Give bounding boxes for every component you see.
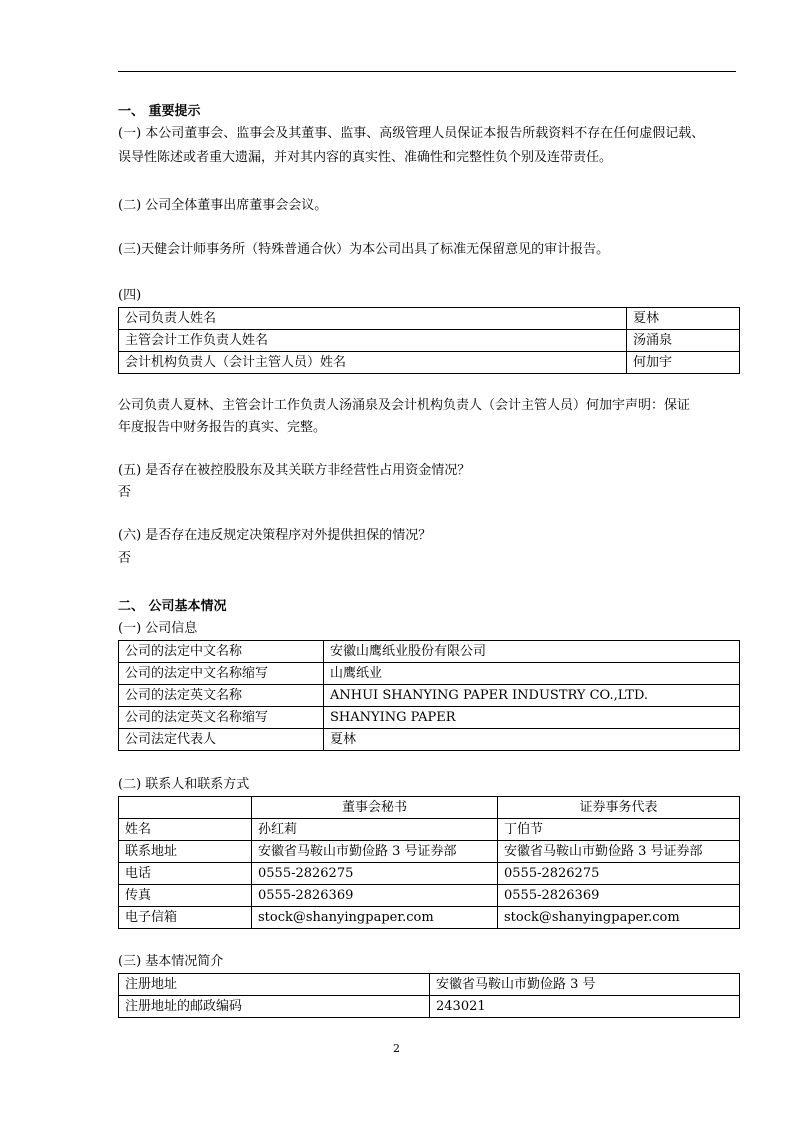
para-4-label: (四) bbox=[118, 288, 142, 303]
table-row bbox=[119, 819, 740, 841]
table-cell-secretary: 0555-2826275 bbox=[252, 863, 498, 885]
question-5: (五) 是否存在被控股股东及其关联方非经营性占用资金情况？ bbox=[118, 463, 471, 478]
table-cell-rep: 0555-2826369 bbox=[498, 885, 740, 907]
para-2: (二) 公司全体董事出席董事会会议。 bbox=[118, 198, 328, 213]
table-row bbox=[119, 308, 740, 330]
statement-line-1: 公司负责人夏林、主管会计工作负责人汤涌泉及会计机构负责人（会计主管人员）何加宇声明：保证 bbox=[118, 398, 691, 413]
table-cell-rep: 安徽省马鞍山市勤俭路 3 号证券部 bbox=[498, 841, 740, 863]
company-info-label: (一) 公司信息 bbox=[118, 621, 198, 636]
para-3: (三)天健会计师事务所（特殊普通合伙）为本公司出具了标准无保留意见的审计报告。 bbox=[118, 242, 610, 257]
table-cell-secretary: stock@shanyingpaper.com bbox=[252, 907, 498, 929]
table-cell-label: 公司的法定中文名称缩写 bbox=[119, 663, 324, 685]
table-row bbox=[119, 663, 740, 685]
table-cell-rep: stock@shanyingpaper.com bbox=[498, 907, 740, 929]
table-cell-label: 姓名 bbox=[119, 819, 252, 841]
table-header-empty bbox=[119, 797, 252, 819]
para-1-line-2: 误导性陈述或者重大遗漏，并对其内容的真实性、准确性和完整性负个别及连带责任。 bbox=[118, 150, 613, 165]
table-row bbox=[119, 863, 740, 885]
section1-heading: 一、 重要提示 bbox=[118, 104, 201, 119]
table-cell-value: 山鹰纸业 bbox=[324, 663, 740, 685]
table-cell-value: ANHUI SHANYING PAPER INDUSTRY CO.,LTD. bbox=[324, 685, 740, 707]
responsible-table bbox=[118, 307, 740, 374]
table-cell-label: 公司法定代表人 bbox=[119, 729, 324, 751]
table-cell-value: 汤涌泉 bbox=[627, 330, 740, 352]
table-cell-label: 会计机构负责人（会计主管人员）姓名 bbox=[119, 352, 627, 374]
table-row bbox=[119, 974, 740, 996]
table-header-row bbox=[119, 797, 740, 819]
table-cell-rep: 丁伯节 bbox=[498, 819, 740, 841]
table-row bbox=[119, 885, 740, 907]
header-rule bbox=[118, 71, 736, 72]
table-cell-secretary: 0555-2826369 bbox=[252, 885, 498, 907]
table-cell-value: SHANYING PAPER bbox=[324, 707, 740, 729]
basic-info-label: (三) 基本情况简介 bbox=[118, 954, 224, 969]
page-number: 2 bbox=[393, 1042, 400, 1055]
table-cell-value: 夏林 bbox=[324, 729, 740, 751]
contact-label: (二) 联系人和联系方式 bbox=[118, 777, 250, 792]
table-cell-rep: 0555-2826275 bbox=[498, 863, 740, 885]
table-header-rep: 证券事务代表 bbox=[498, 797, 740, 819]
table-cell-secretary: 安徽省马鞍山市勤俭路 3 号证券部 bbox=[252, 841, 498, 863]
contact-table bbox=[118, 796, 740, 929]
table-cell-label: 公司的法定英文名称 bbox=[119, 685, 324, 707]
table-cell-label: 电子信箱 bbox=[119, 907, 252, 929]
table-cell-label: 公司的法定中文名称 bbox=[119, 641, 324, 663]
question-6: (六) 是否存在违反规定决策程序对外提供担保的情况？ bbox=[118, 528, 432, 543]
table-cell-label: 传真 bbox=[119, 885, 252, 907]
table-row bbox=[119, 685, 740, 707]
table-cell-value: 安徽山鹰纸业股份有限公司 bbox=[324, 641, 740, 663]
para-1-line-1: (一) 本公司董事会、监事会及其董事、监事、高级管理人员保证本报告所载资料不存在任何虚假记载、 bbox=[118, 126, 705, 141]
answer-5: 否 bbox=[118, 485, 132, 500]
table-cell-value: 243021 bbox=[430, 996, 740, 1018]
table-cell-label: 主管会计工作负责人姓名 bbox=[119, 330, 627, 352]
table-row bbox=[119, 996, 740, 1018]
answer-6: 否 bbox=[118, 551, 132, 566]
table-row bbox=[119, 352, 740, 374]
table-cell-label: 注册地址的邮政编码 bbox=[119, 996, 430, 1018]
company-info-table bbox=[118, 640, 740, 751]
section2-heading: 二、 公司基本情况 bbox=[118, 599, 227, 614]
table-cell-secretary: 孙红莉 bbox=[252, 819, 498, 841]
table-row bbox=[119, 641, 740, 663]
table-header-secretary: 董事会秘书 bbox=[252, 797, 498, 819]
table-row bbox=[119, 907, 740, 929]
table-cell-label: 公司负责人姓名 bbox=[119, 308, 627, 330]
table-cell-value: 何加宇 bbox=[627, 352, 740, 374]
table-row bbox=[119, 330, 740, 352]
table-cell-value: 安徽省马鞍山市勤俭路 3 号 bbox=[430, 974, 740, 996]
table-row bbox=[119, 729, 740, 751]
table-cell-label: 公司的法定英文名称缩写 bbox=[119, 707, 324, 729]
basic-info-table bbox=[118, 973, 740, 1018]
table-cell-label: 联系地址 bbox=[119, 841, 252, 863]
statement-line-2: 年度报告中财务报告的真实、完整。 bbox=[118, 420, 327, 435]
table-cell-label: 电话 bbox=[119, 863, 252, 885]
table-row bbox=[119, 707, 740, 729]
table-cell-label: 注册地址 bbox=[119, 974, 430, 996]
table-cell-value: 夏林 bbox=[627, 308, 740, 330]
table-row bbox=[119, 841, 740, 863]
